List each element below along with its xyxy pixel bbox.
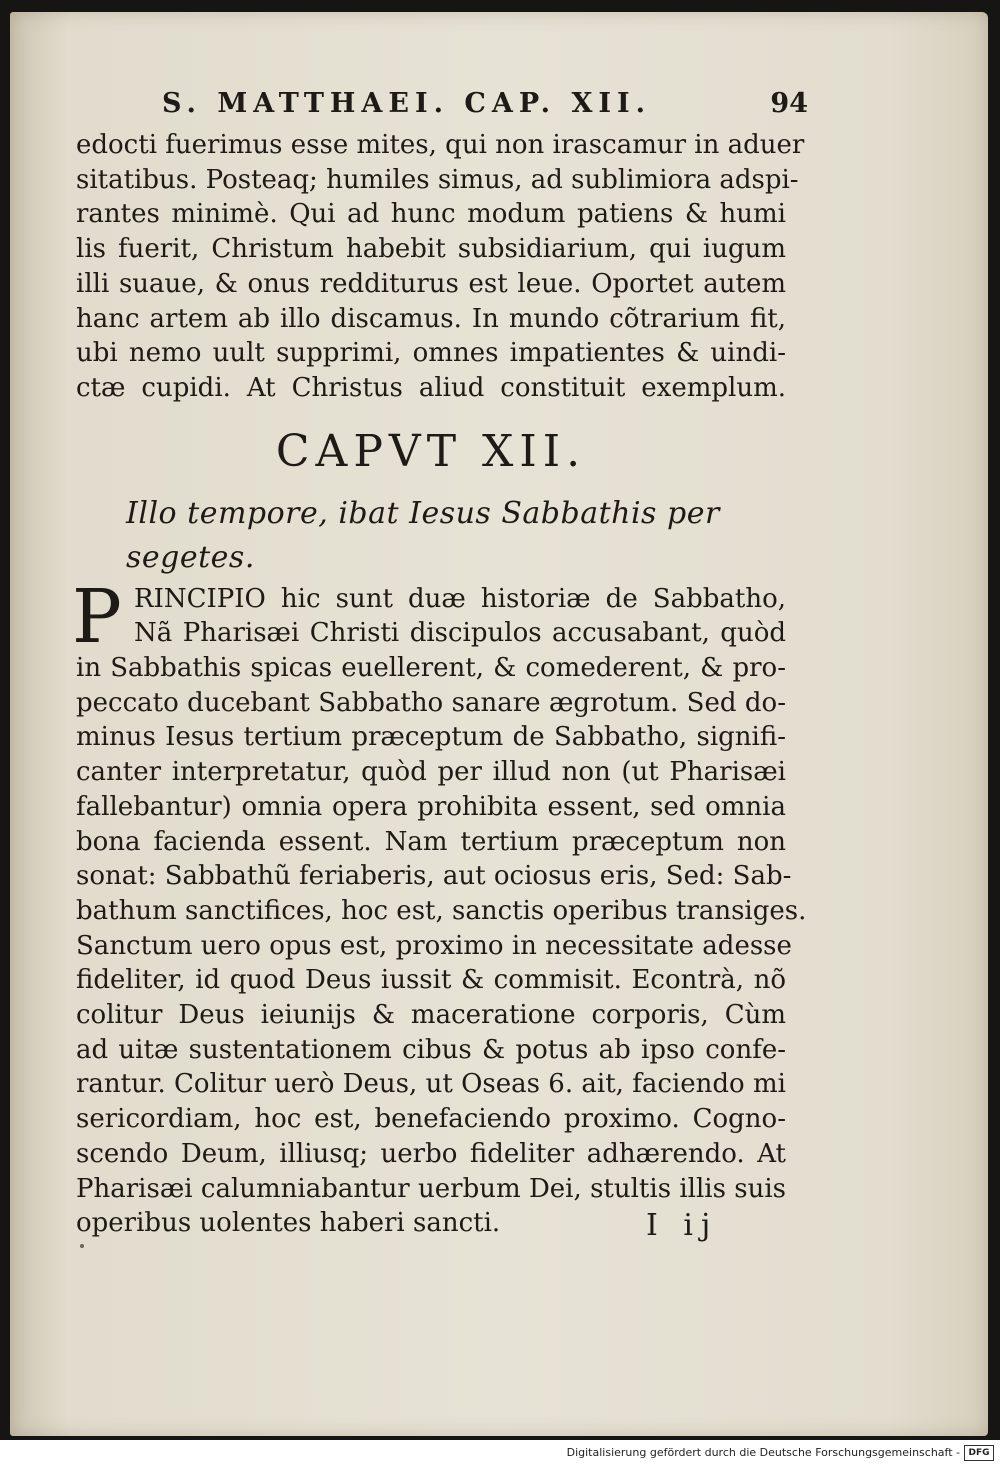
paper-speck xyxy=(80,1244,84,1248)
text-line: rantur. Colitur uerò Deus, ut Oseas 6. ait, faciendo mi xyxy=(76,1069,786,1100)
text-line: peccato ducebant Sabbatho sanare ægrotum. Sed do- xyxy=(76,687,786,718)
text-line: Sanctum uero opus est, proximo in necessitate adesse xyxy=(76,930,792,961)
digitization-footer xyxy=(0,1440,1000,1465)
drop-cap-initial: P xyxy=(72,573,122,660)
text-line: ubi nemo uult supprimi, omnes impatientes & uindi- xyxy=(76,338,786,369)
running-head xyxy=(76,84,808,128)
text-line: fideliter, id quod Deus iussit & commisit. Econtrà, nõ xyxy=(76,965,786,996)
book-page xyxy=(10,12,988,1436)
text-line: bathum sanctifices, hoc est, sanctis operibus transiges. xyxy=(76,895,807,926)
text-line: lis fuerit, Christum habebit subsidiarium, qui iugum xyxy=(76,234,786,265)
signature-mark: I ij xyxy=(646,1208,719,1243)
preceding-paragraph xyxy=(76,128,805,406)
text-line: minus Iesus tertium præceptum de Sabbatho, signifi- xyxy=(76,722,786,753)
text-line: canter interpretatur, quòd per illud non (ut Pharisæi xyxy=(76,757,786,788)
dfg-logo: DFG xyxy=(964,1445,994,1461)
text-line: sericordiam, hoc est, benefaciendo proximo. Cogno- xyxy=(76,1104,786,1135)
text-line: edocti fuerimus esse mites, qui non irascamur in aduer xyxy=(76,130,805,160)
text-line: fallebantur) omnia opera prohibita essent, sed omnia xyxy=(76,791,786,822)
text-line: sonat: Sabbathũ feriaberis, aut ociosus eris, Sed: Sab- xyxy=(76,861,792,892)
chapter-paragraph xyxy=(72,573,807,1241)
text-line: bona facienda essent. Nam tertium præceptum non xyxy=(76,826,786,857)
text-line: hanc artem ab illo discamus. In mundo cõtrarium fit, xyxy=(76,303,786,334)
running-head-title: S. MATTHAEI. CAP. XII. xyxy=(162,88,652,119)
text-block xyxy=(72,84,808,1241)
folio-number: 94 xyxy=(770,88,808,119)
text-line: operibus uolentes haberi sancti. xyxy=(76,1208,501,1239)
incipit-line: Illo tempore, ibat Iesus Sabbathis per segetes. xyxy=(126,495,720,575)
text-line: in Sabbathis spicas euellerent, & comederent, & pro- xyxy=(76,653,786,684)
text-line: illi suaue, & onus redditurus est leue. Oportet autem xyxy=(76,268,786,299)
text-line: scendo Deum, illiusq; uerbo fideliter adhærendo. At xyxy=(76,1138,786,1169)
funding-credit: Digitalisierung gefördert durch die Deutsche Forschungsgemeinschaft - xyxy=(566,1446,960,1459)
chapter-heading: CAPVT XII. xyxy=(275,425,587,477)
text-line: rantes minimè. Qui ad hunc modum patiens & humi xyxy=(76,199,786,230)
text-line: colitur Deus ieiunijs & maceratione corporis, Cùm xyxy=(76,1000,786,1031)
text-line: ctæ cupidi. At Christus aliud constituit exemplum. xyxy=(76,372,786,403)
text-line: Pharisæi calumniabantur uerbum Dei, stultis illis suis xyxy=(76,1173,786,1204)
text-line: ad uitæ sustentationem cibus & potus ab ipso confe- xyxy=(76,1034,786,1065)
text-line: RINCIPIO hic sunt duæ historiæ de Sabbatho, xyxy=(134,583,786,614)
text-line: sitatibus. Posteaq; humiles simus, ad sublimiora adspi- xyxy=(76,164,799,195)
text-line: Nã Pharisæi Christi discipulos accusabant, quòd xyxy=(134,618,786,649)
